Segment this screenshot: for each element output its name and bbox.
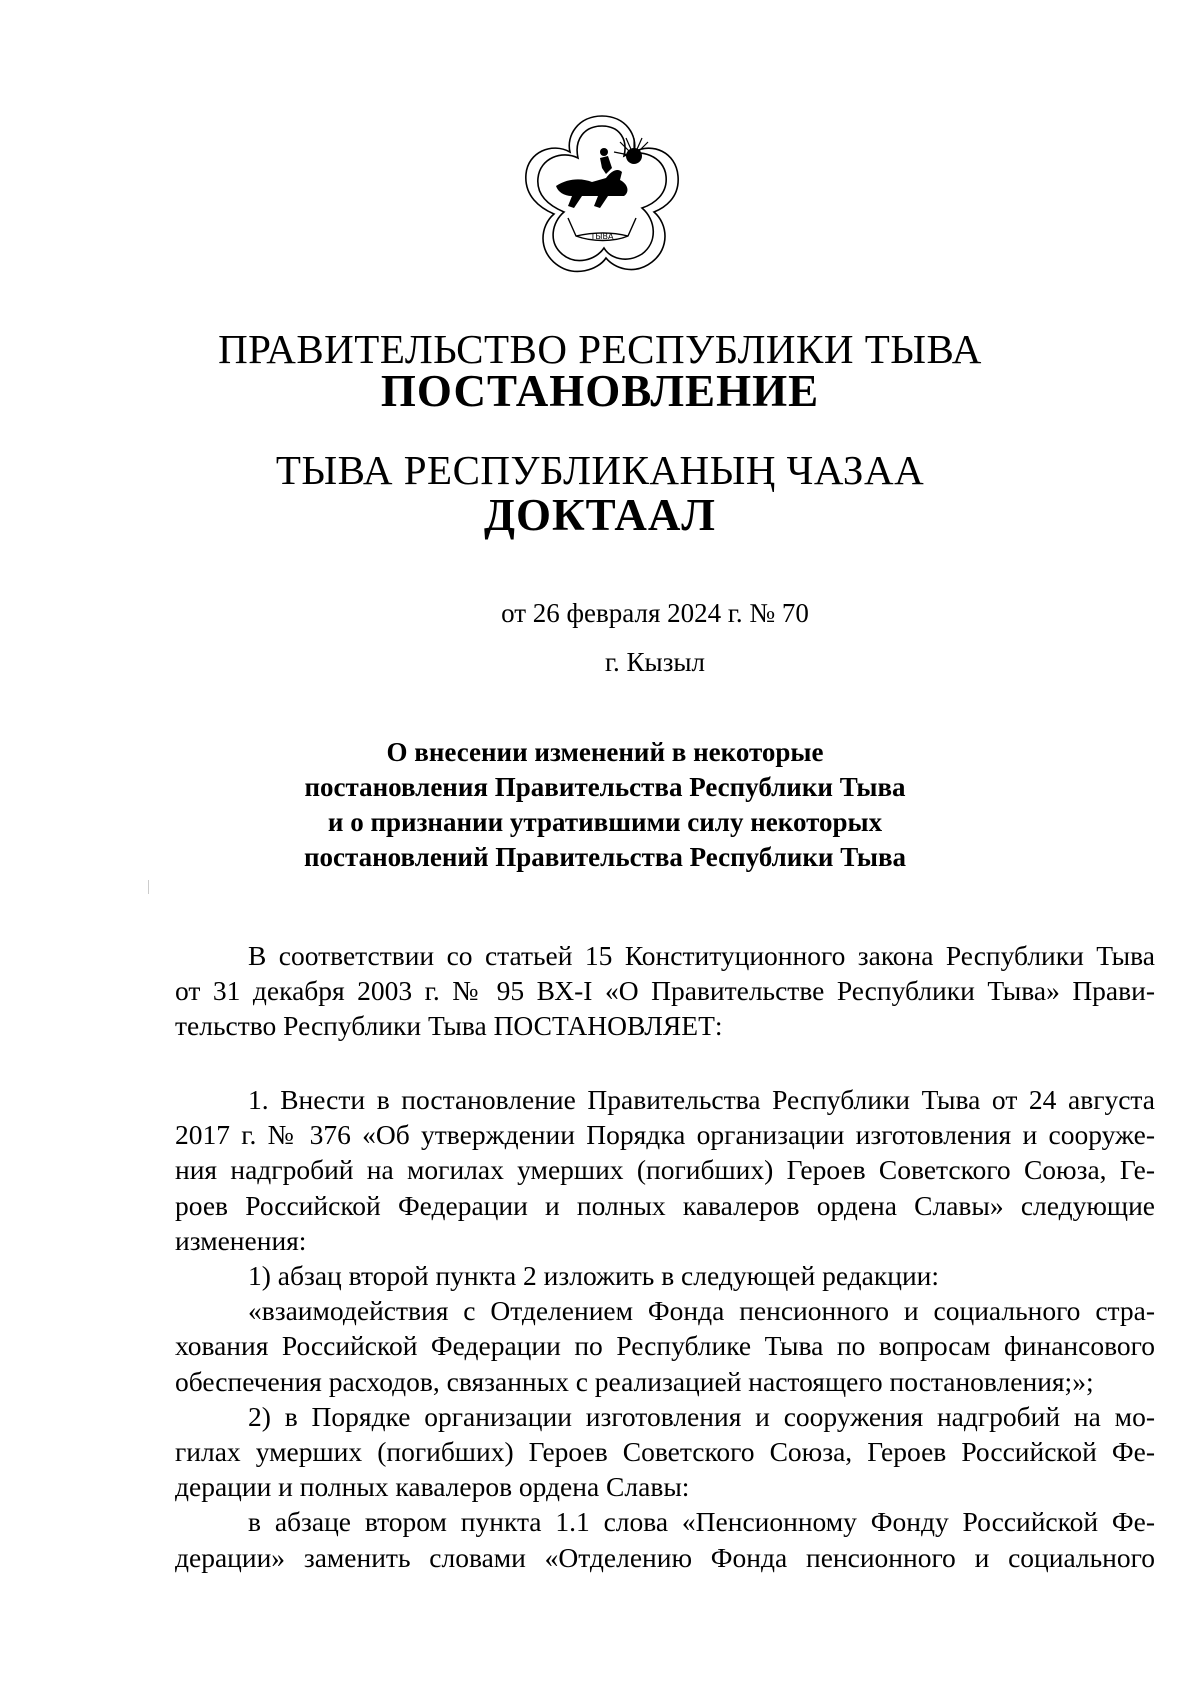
title-line: и о признании утратившими силу некоторых <box>327 807 883 837</box>
text-line: обеспечения расходов, связанных с реализацией настоящего постановления;»; <box>175 1365 1094 1397</box>
emblem-ribbon-text: ТЫВА <box>590 232 614 241</box>
body-paragraphs <box>175 1082 1155 1575</box>
text-line: дерации» заменить словами «Отделению Фонда пенсионного и социального <box>175 1541 1155 1573</box>
document-city: г. Кызыл <box>605 647 705 677</box>
text-line: В соответствии со статьей 15 Конституционного закона Республики Тыва <box>248 940 1155 971</box>
text-line: тельство Республики Тыва ПОСТАНОВЛЯЕТ: <box>175 1010 723 1042</box>
text-line: дерации и полных кавалеров ордена Славы: <box>175 1471 690 1503</box>
text-line: 1) абзац второй пункта 2 изложить в следующей редакции: <box>248 1260 940 1292</box>
text-line: хования Российской Федерации по Республике Тыва по вопросам финансового <box>175 1330 1155 1362</box>
text-line: 2017 г. № 376 «Об утверждении Порядка организации изготовления и сооруже- <box>175 1119 1155 1151</box>
document-type-tv: ДОКТААЛ <box>484 490 716 540</box>
coat-of-arms-emblem <box>516 108 688 280</box>
scan-speck <box>148 880 149 894</box>
text-line: от 31 декабря 2003 г. № 95 ВХ-I «О Правительстве Республики Тыва» Прави- <box>175 975 1155 1007</box>
document-type-ru: ПОСТАНОВЛЕНИЕ <box>380 366 820 416</box>
preamble-paragraph <box>175 938 1155 1044</box>
title-line: постановлений Правительства Республики Тыва <box>303 842 907 872</box>
organization-name-tv: ТЫВА РЕСПУБЛИКАНЫҢ ЧАЗАА <box>275 447 925 493</box>
text-line: «взаимодействия с Отделением Фонда пенсионного и социального стра- <box>248 1295 1155 1327</box>
text-line: в абзаце втором пункта 1.1 слова «Пенсионному Фонду Российской Фе- <box>248 1506 1155 1538</box>
title-line: постановления Правительства Республики Тыва <box>304 772 906 802</box>
title-line: О внесении изменений в некоторые <box>386 737 824 767</box>
text-line: роев Российской Федерации и полных кавалеров ордена Славы» следующие <box>175 1189 1155 1221</box>
document-title <box>0 735 1200 875</box>
text-line: 1. Внести в постановление Правительства Республики Тыва от 24 августа <box>248 1084 1155 1115</box>
text-line: 2) в Порядке организации изготовления и сооружения надгробий на мо- <box>248 1400 1155 1432</box>
text-line: гилах умерших (погибших) Героев Советского Союза, Героев Российской Фе- <box>175 1436 1155 1468</box>
text-line: изменения: <box>175 1224 307 1256</box>
organization-name-ru: ПРАВИТЕЛЬСТВО РЕСПУБЛИКИ ТЫВА <box>218 326 982 372</box>
document-date-number: от 26 февраля 2024 г. № 70 <box>501 598 809 628</box>
text-line: ния надгробий на могилах умерших (погибших) Героев Советского Союза, Ге- <box>175 1154 1155 1186</box>
